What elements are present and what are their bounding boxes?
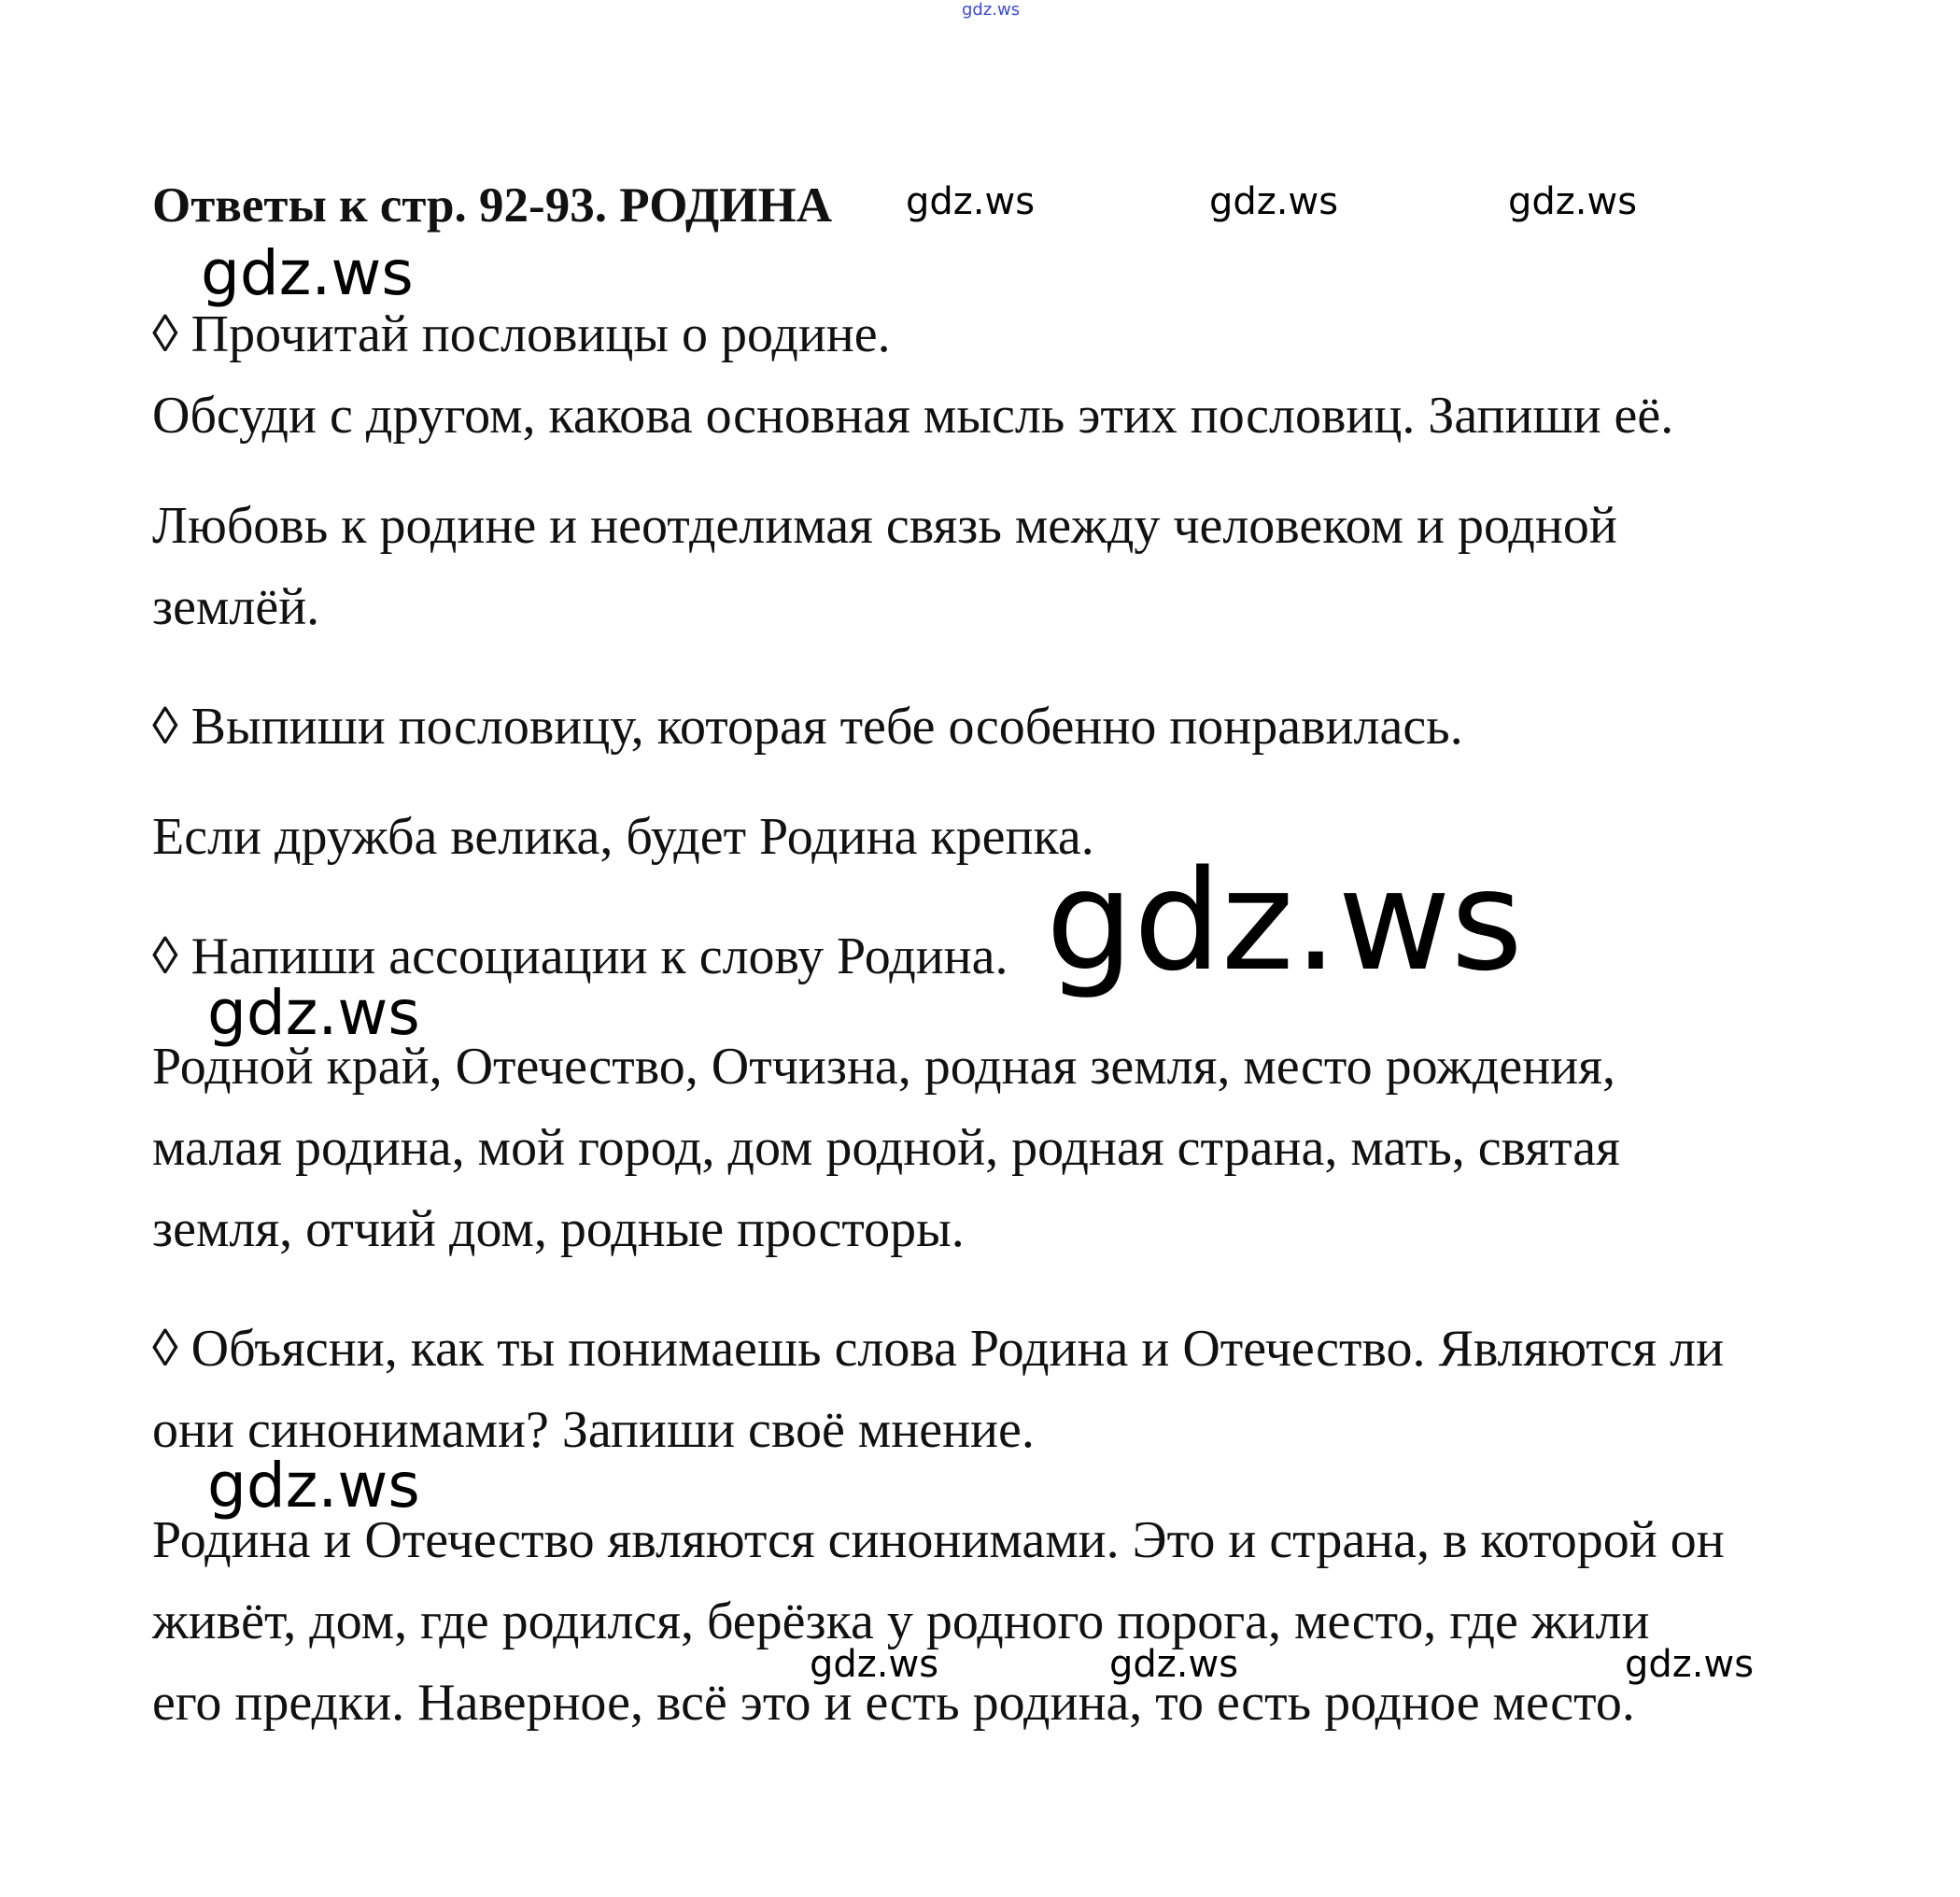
watermark-bottom-3: gdz.ws: [1625, 1643, 1755, 1686]
task-2-prompt: ◊ Выпиши пословицу, которая тебе особенно понравилась.: [152, 698, 1463, 756]
task-4-prompt-line-1: ◊ Объясни, как ты понимаешь слова Родина и Отечество. Являются ли: [152, 1320, 1725, 1378]
watermark-under-title: gdz.ws: [201, 237, 414, 309]
task-4-answer-line-3: его предки. Наверное, всё это и есть родина, то есть родное место.: [152, 1674, 1635, 1732]
task-3-answer-line-1: Родной край, Отечество, Отчизна, родная земля, место рождения,: [152, 1038, 1615, 1096]
task-4-answer-line-1: Родина и Отечество являются синонимами. Это и страна, в которой он: [152, 1511, 1725, 1569]
watermark-header-3: gdz.ws: [1508, 180, 1638, 223]
watermark-header-1: gdz.ws: [906, 180, 1036, 223]
task-3-answer-line-3: земля, отчий дом, родные просторы.: [152, 1200, 965, 1258]
watermark-big: gdz.ws: [1046, 841, 1523, 1001]
watermark-header-2: gdz.ws: [1209, 180, 1339, 223]
task-4-prompt-line-2: они синонимами? Запиши своё мнение.: [152, 1401, 1035, 1459]
watermark-lower-left: gdz.ws: [207, 1450, 420, 1522]
watermark-bottom-1: gdz.ws: [810, 1643, 939, 1686]
task-1-answer-line-2: землёй.: [152, 578, 320, 636]
watermark-top: gdz.ws: [962, 0, 1021, 20]
task-1-answer-line-1: Любовь к родине и неотделимая связь между человеком и родной: [152, 497, 1617, 555]
watermark-mid-left: gdz.ws: [207, 977, 420, 1049]
task-3-prompt: ◊ Напиши ассоциации к слову Родина.: [152, 927, 1008, 985]
task-3-answer-line-2: малая родина, мой город, дом родной, родная страна, мать, святая: [152, 1119, 1620, 1177]
task-1-prompt: ◊ Прочитай пословицы о родине.: [152, 305, 891, 363]
watermark-bottom-2: gdz.ws: [1109, 1643, 1239, 1686]
task-2-answer: Если дружба велика, будет Родина крепка.: [152, 808, 1094, 866]
task-4-answer-line-2: живёт, дом, где родился, берёзка у родного порога, место, где жили: [152, 1593, 1650, 1650]
page-title: Ответы к стр. 92-93. РОДИНА: [152, 178, 833, 233]
task-1-question: Обсуди с другом, какова основная мысль этих пословиц. Запиши её.: [152, 387, 1674, 445]
